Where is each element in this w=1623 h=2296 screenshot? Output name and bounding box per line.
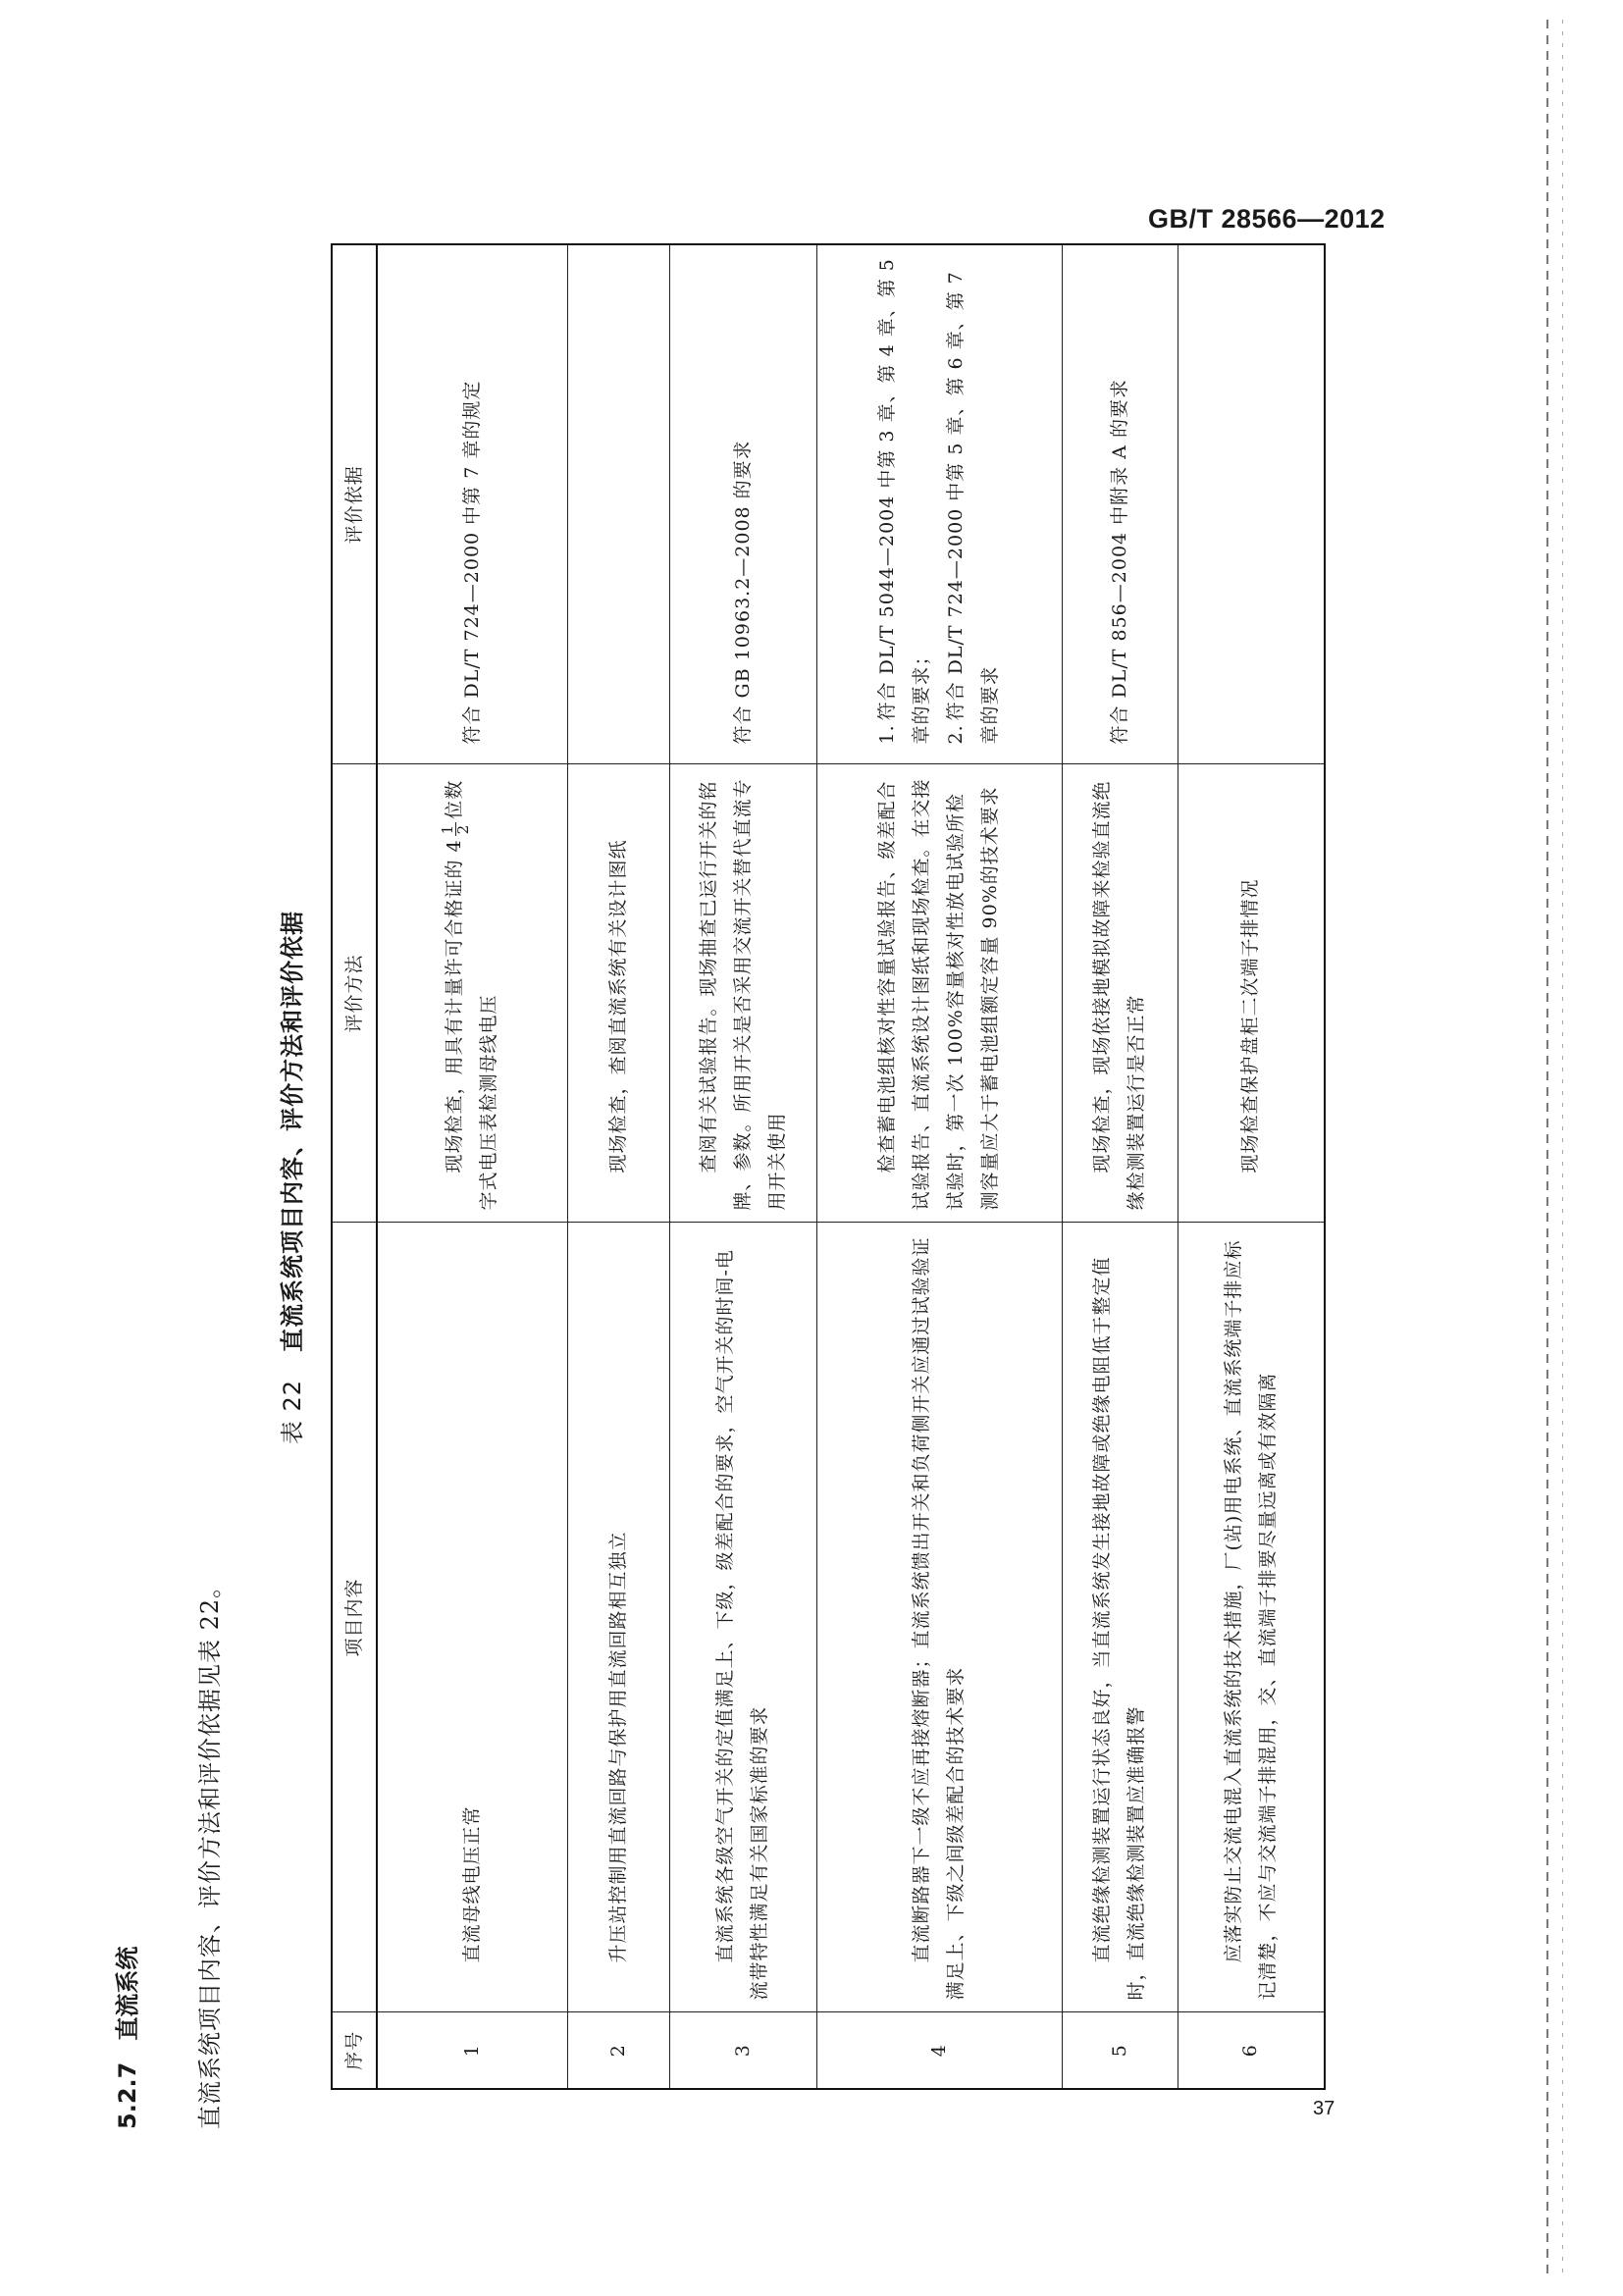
row-item: 直流母线电压正常 — [377, 1223, 567, 2012]
table-row — [669, 244, 816, 2089]
row-no: 3 — [669, 2012, 816, 2089]
row-basis — [567, 244, 669, 764]
header-no: 序号 — [332, 2012, 377, 2089]
standard-code: GB/T 28566—2012 — [1148, 204, 1386, 234]
table-caption-title: 直流系统项目内容、评价方法和评价依据 — [279, 910, 306, 1352]
basis-item-number: 1. — [876, 724, 898, 745]
table-header-row — [332, 244, 377, 2089]
method-text: 现场检查，用具有计量许可合格证的 4 — [444, 839, 466, 1174]
basis-line — [870, 257, 939, 745]
section-title: 直流系统 — [114, 1946, 141, 2041]
basis-item-text: 符合 DL/T 5044—2004 中第 3 章、第 4 章、第 5 章的要求； — [876, 258, 932, 745]
row-item: 直流断路器下一级不应再接熔断器；直流系统馈出开关和负荷侧开关应通过试验验证满足上、下级之间级差配合的技术要求 — [816, 1223, 1062, 2012]
table-row — [1062, 244, 1178, 2089]
fraction-denominator: 2 — [453, 823, 472, 835]
page-number: 37 — [1313, 2098, 1335, 2119]
row-no: 5 — [1062, 2012, 1178, 2089]
section-heading — [108, 1947, 142, 2129]
row-no: 2 — [567, 2012, 669, 2089]
row-basis — [377, 244, 567, 764]
table-row — [567, 244, 669, 2089]
table-row — [816, 244, 1062, 2089]
row-method: 现场检查，查阅直流系统有关设计图纸 — [567, 764, 669, 1223]
table-caption-id: 表 22 — [279, 1379, 306, 1445]
row-basis — [1178, 244, 1325, 764]
scan-edge-mark — [1546, 20, 1548, 2276]
basis-item-number: 2. — [945, 724, 967, 745]
row-basis — [816, 244, 1062, 764]
fraction-numerator: 1 — [438, 823, 456, 835]
row-basis — [669, 244, 816, 764]
row-method: 现场检查，现场依接地模拟故障来检验直流绝缘检测装置运行是否正常 — [1062, 764, 1178, 1223]
fraction — [438, 822, 472, 837]
row-item: 直流系统各级空气开关的定值满足上、下级，级差配合的要求，空气开关的时间-电流带特性满足有关国家标准的要求 — [669, 1223, 816, 2012]
row-method — [377, 764, 567, 1223]
table-row — [1178, 244, 1325, 2089]
section-intro: 直流系统项目内容、评价方法和评价依据见表 22。 — [196, 1573, 224, 2129]
basis-line: 符合 DL/T 724—2000 中第 7 章的规定 — [460, 380, 483, 745]
row-item: 应落实防止交流电混入直流系统的技术措施，厂(站)用电系统、直流系统端子排应标记清楚，不应与交流端子排混用，交、直流端子排要尽量远离或有效隔离 — [1178, 1223, 1325, 2012]
basis-item-text: 符合 DL/T 724—2000 中第 5 章、第 6 章、第 7 章的要求 — [945, 271, 1001, 745]
basis-line: 符合 GB 10963.2—2008 的要求 — [731, 440, 754, 745]
row-basis — [1062, 244, 1178, 764]
row-no: 6 — [1178, 2012, 1325, 2089]
dc-system-table — [331, 243, 1326, 2090]
row-no: 1 — [377, 2012, 567, 2089]
table-caption — [273, 226, 307, 2129]
row-method: 现场检查保护盘柜二次端子排情况 — [1178, 764, 1325, 1223]
rotated-content — [108, 226, 1344, 2129]
row-no: 4 — [816, 2012, 1062, 2089]
row-method: 检查蓄电池组核对性容量试验报告、级差配合试验报告、直流系统设计图纸和现场检查。在交接试验时，第一次 100%容量核对性放电试验所检测容量应大于蓄电池组额定容量 90%的技术要求 — [816, 764, 1062, 1223]
basis-line: 符合 DL/T 856—2004 中附录 A 的要求 — [1108, 379, 1130, 745]
header-basis: 评价依据 — [332, 244, 377, 764]
row-item: 升压站控制用直流回路与保护用直流回路相互独立 — [567, 1223, 669, 2012]
header-item: 项目内容 — [332, 1223, 377, 2012]
row-item: 直流绝缘检测装置运行状态良好，当直流系统发生接地故障或绝缘电阻低于整定值时，直流绝缘检测装置应准确报警 — [1062, 1223, 1178, 2012]
scan-edge-mark-secondary — [1562, 20, 1563, 2276]
row-method: 查阅有关试验报告。现场抽查已运行开关的铭牌、参数。所用开关是否采用交流开关替代直流专用开关使用 — [669, 764, 816, 1223]
method-text-continued: 位数字式电压表检测母线电压 — [444, 779, 500, 1211]
basis-line — [939, 257, 1008, 745]
header-method: 评价方法 — [332, 764, 377, 1223]
table-row — [377, 244, 567, 2089]
section-number: 5.2.7 — [114, 2061, 141, 2129]
